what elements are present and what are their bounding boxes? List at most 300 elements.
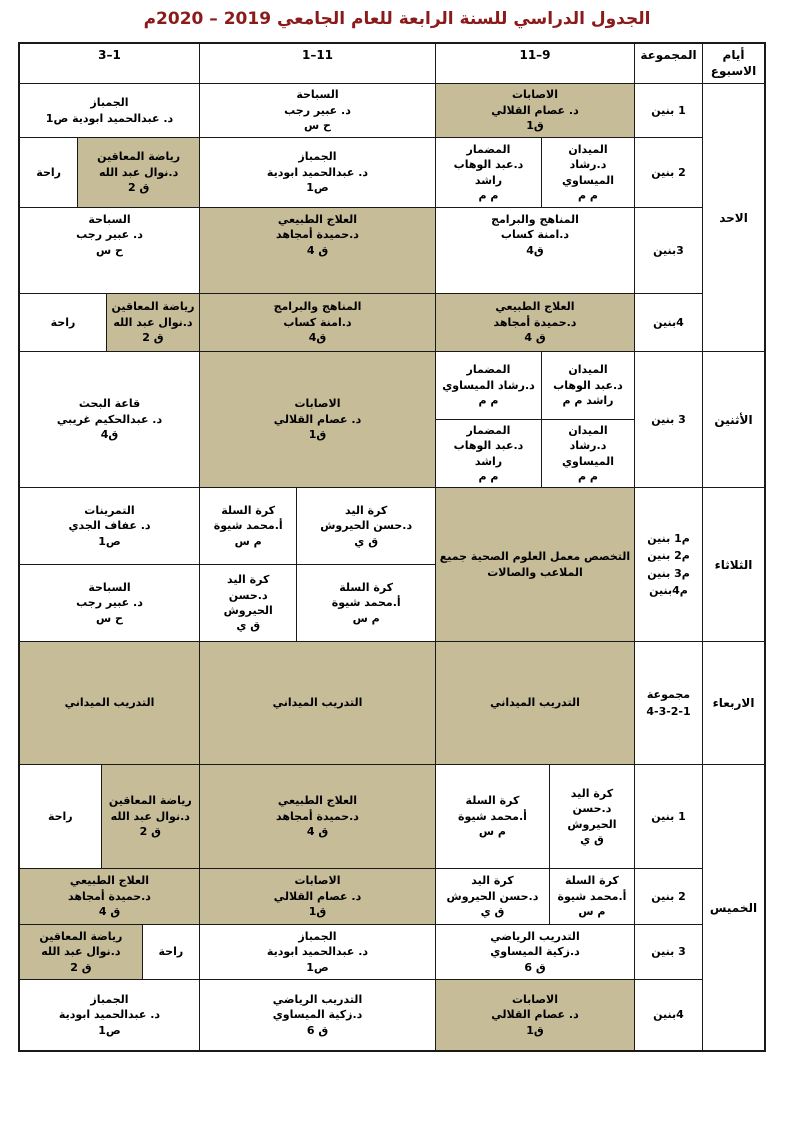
schedule-cell <box>20 642 199 764</box>
header-slot-1-3: 1–3 <box>98 48 121 62</box>
cell-line: 4بنين <box>653 315 684 329</box>
slot-9-11 <box>435 294 634 351</box>
cell-line: الميدان <box>568 142 608 156</box>
cell-line: العلاج الطبيعي <box>495 300 575 314</box>
cell-line: المضمار <box>466 423 511 437</box>
slot-subrow <box>20 84 199 137</box>
cell-line: الاصابات <box>511 992 559 1006</box>
cell-line: ق1 <box>526 119 544 133</box>
schedule-cell <box>20 925 142 979</box>
header-slot-11-1: 11–1 <box>199 44 435 83</box>
cell-line: رياضة المعاقين <box>39 929 123 943</box>
slot-subrow <box>200 138 435 207</box>
cell-line: د.زكية الميساوي <box>272 1008 363 1022</box>
group-cell <box>634 352 702 487</box>
cell-line: د. عبدالحميد ابودية <box>266 165 369 179</box>
cell-line: أ.محمد شيوة <box>331 596 401 610</box>
cell-line: د.نوال عبد الله <box>99 165 179 179</box>
slot-subrow <box>436 925 634 979</box>
schedule-cell <box>436 138 541 207</box>
slot-11-1 <box>199 84 435 137</box>
day-block <box>20 765 764 1050</box>
slot-1-3 <box>20 925 199 979</box>
cell-line: ص1 <box>98 1023 121 1037</box>
cell-line: د.رشاد الميساوي <box>561 158 614 187</box>
schedule-cell <box>200 84 435 137</box>
cell-line: د.حميدة أمجاهد <box>276 809 359 823</box>
cell-line: 2 بنين <box>651 165 686 179</box>
cell-line: ق ي <box>580 832 604 846</box>
cell-line: المضمار <box>466 363 511 377</box>
slot-9-11 <box>435 488 634 641</box>
cell-line: ح س <box>96 611 123 625</box>
cell-line: ص1 <box>98 534 121 548</box>
cell-line: ق4 <box>526 243 544 257</box>
cell-line: د.حميدة أمجاهد <box>276 228 359 242</box>
cell-line: الحيروش <box>223 604 273 617</box>
schedule-cell <box>200 925 435 979</box>
slot-9-11 <box>435 208 634 293</box>
slot-subrow <box>200 352 435 487</box>
slot-subrow <box>200 642 435 764</box>
cell-line: ق 6 <box>306 1023 329 1037</box>
cell-line: د. عصام القلالي <box>273 889 362 903</box>
cell-line: كرة اليد <box>471 874 514 888</box>
cell-line: ق 2 <box>139 825 161 839</box>
group-row <box>20 925 702 980</box>
slot-subrow <box>200 925 435 979</box>
cell-line: ق4 <box>308 331 327 345</box>
cell-line: كرة السلة <box>221 503 276 517</box>
slot-subrow <box>436 980 634 1050</box>
cell-line: الاصابات <box>294 874 341 888</box>
cell-line: الاصابات <box>511 88 559 102</box>
cell-line: د. عبدالحميد ابودية <box>266 945 369 959</box>
slot-9-11 <box>435 980 634 1050</box>
table-body <box>20 84 764 1050</box>
schedule-cell <box>77 138 199 207</box>
slot-1-3 <box>20 352 199 487</box>
cell-line: د. عصام القلالي <box>491 1008 579 1022</box>
slot-subrow <box>20 488 199 565</box>
cell-line: العلاج الطبيعي <box>277 213 358 226</box>
schedule-cell <box>200 869 435 924</box>
cell-line: د.نوال عبد الله <box>113 315 193 329</box>
cell-line: م م <box>577 188 598 202</box>
slot-1-3 <box>20 765 199 868</box>
day-label: الخميس <box>702 765 764 1050</box>
day-label: الأثنين <box>702 352 764 487</box>
schedule-cell <box>541 138 634 207</box>
cell-line: ق1 <box>308 428 327 442</box>
slot-1-3 <box>20 138 199 207</box>
group-cell <box>634 642 702 764</box>
cell-line: التخصص معمل العلوم الصحية جميع <box>439 550 631 564</box>
slot-1-3 <box>20 84 199 137</box>
slot-subrow <box>200 565 435 641</box>
day-block <box>20 488 764 642</box>
slot-subrow <box>20 869 199 924</box>
page-title: الجدول الدراسي للسنة الرابعة للعام الجامعي 2019 – 2020م <box>143 9 651 29</box>
schedule-cell <box>20 765 101 868</box>
slot-subrow <box>436 352 634 420</box>
day-rows <box>20 765 702 1050</box>
cell-line: د.عبد الوهاب راشد <box>453 158 524 187</box>
schedule-cell <box>549 765 634 868</box>
cell-line: 3بنين <box>653 243 684 257</box>
cell-line: د.حميدة أمجاهد <box>493 315 577 329</box>
cell-line: مجموعة <box>646 687 691 701</box>
cell-line: أ.محمد شيوة <box>213 519 283 533</box>
schedule-cell <box>436 420 541 487</box>
cell-line: التدريب الميداني <box>64 696 155 710</box>
schedule-cell <box>142 925 199 979</box>
cell-line: 3 بنين <box>651 945 686 959</box>
schedule-cell <box>200 294 435 351</box>
schedule-cell <box>436 642 634 764</box>
cell-line: د. عصام القلالي <box>273 412 362 426</box>
group-row <box>20 980 702 1050</box>
day-block <box>20 352 764 488</box>
group-cell <box>634 488 702 641</box>
day-rows <box>20 352 702 487</box>
cell-line: د.حسن <box>572 802 612 816</box>
cell-line: م س <box>234 534 262 548</box>
slot-11-1 <box>199 869 435 924</box>
cell-line: د. عبير رجب <box>284 103 351 117</box>
group-cell <box>634 138 702 207</box>
cell-line: 1 بنين <box>651 103 686 117</box>
slot-1-3 <box>20 208 199 293</box>
group-row <box>20 294 702 351</box>
slot-subrow <box>436 208 634 293</box>
header-slot-9-11: 9–11 <box>435 44 634 83</box>
slot-subrow <box>200 208 435 293</box>
group-cell <box>634 869 702 924</box>
slot-subrow <box>200 84 435 137</box>
cell-line: 1 بنين <box>651 809 686 823</box>
cell-line: قاعة البحث <box>78 397 141 411</box>
slot-9-11 <box>435 869 634 924</box>
cell-line: ق ي <box>236 619 261 633</box>
slot-subrow <box>436 488 634 641</box>
cell-line: كرة اليد <box>345 503 388 517</box>
day-block <box>20 84 764 352</box>
schedule-cell <box>20 488 199 564</box>
group-row <box>20 642 702 764</box>
schedule-cell <box>200 980 435 1050</box>
schedule-cell <box>436 925 634 979</box>
cell-line: م س <box>478 825 506 839</box>
cell-line: د.زكية الميساوي <box>490 945 580 959</box>
slot-subrow <box>436 294 634 351</box>
slot-subrow <box>20 980 199 1050</box>
schedule-cell <box>436 488 634 641</box>
group-row <box>20 352 702 487</box>
schedule-cell <box>200 138 435 207</box>
cell-line: الاصابات <box>294 397 341 411</box>
group-cell <box>634 294 702 351</box>
slot-subrow <box>436 420 634 487</box>
cell-line: 3 بنين <box>651 412 686 426</box>
slot-1-3 <box>20 294 199 351</box>
cell-line: ح س <box>304 119 331 133</box>
cell-line: د. عبير رجب <box>76 228 143 242</box>
cell-line: م1 بنين <box>647 532 690 546</box>
schedule-cell <box>20 980 199 1050</box>
cell-line: الجمباز <box>298 150 337 164</box>
group-cell <box>634 980 702 1050</box>
cell-line: 2 بنين <box>651 889 686 903</box>
cell-line: راحة <box>158 945 184 959</box>
schedule-cell <box>436 208 634 293</box>
slot-subrow <box>20 208 199 293</box>
cell-line: الجمباز <box>298 929 337 943</box>
cell-line: العلاج الطبيعي <box>69 874 150 888</box>
day-rows <box>20 488 702 641</box>
day-label: الاربعاء <box>702 642 764 764</box>
slot-subrow <box>200 488 435 565</box>
cell-line: ق 2 <box>70 960 92 974</box>
schedule-cell <box>541 352 634 419</box>
slot-subrow <box>200 980 435 1050</box>
table-header-row <box>20 44 764 84</box>
cell-line: د.نوال عبد الله <box>110 809 190 823</box>
day-block <box>20 642 764 765</box>
group-cell <box>634 84 702 137</box>
schedule-cell <box>106 294 199 351</box>
group-cell <box>634 765 702 868</box>
cell-line: د. عفاف الجدي <box>68 519 151 533</box>
cell-line: العلاج الطبيعي <box>277 794 358 808</box>
slot-subrow <box>436 138 634 207</box>
cell-line: الجمباز <box>90 992 129 1006</box>
slot-11-1 <box>199 925 435 979</box>
slot-1-3 <box>20 642 199 764</box>
day-rows <box>20 642 702 764</box>
cell-line: التدريب الرياضي <box>490 929 580 943</box>
slot-9-11 <box>435 84 634 137</box>
schedule-cell <box>200 352 435 487</box>
slot-1-3 <box>20 869 199 924</box>
slot-subrow <box>200 869 435 924</box>
cell-line: الحيروش <box>567 817 617 831</box>
cell-line: الجمباز <box>90 96 129 110</box>
cell-line: التدريب الميداني <box>272 696 363 710</box>
cell-line: م م <box>478 394 499 408</box>
cell-line: الميدان <box>568 363 608 377</box>
cell-line: م4بنين <box>649 583 688 597</box>
cell-line: 4-3-2-1 <box>646 705 691 718</box>
header-day-label: أيام الاسبوع <box>702 44 764 83</box>
schedule-cell <box>200 488 296 564</box>
cell-line: ق ي <box>354 534 379 548</box>
schedule-cell <box>436 765 549 868</box>
slot-subrow <box>20 294 199 351</box>
slot-subrow <box>436 84 634 137</box>
cell-line: ص1 <box>306 960 329 974</box>
cell-line: الميدان <box>568 423 608 437</box>
schedule-cell <box>20 565 199 641</box>
schedule-cell <box>20 869 199 924</box>
slot-9-11 <box>435 765 634 868</box>
cell-line: رياضة المعاقين <box>97 150 181 164</box>
schedule-cell <box>549 869 634 924</box>
slot-11-1 <box>199 138 435 207</box>
cell-line: د.عبد الوهاب <box>553 378 623 392</box>
schedule-cell <box>436 869 549 924</box>
slot-11-1 <box>199 352 435 487</box>
group-row <box>20 208 702 294</box>
slot-subrow <box>20 642 199 764</box>
cell-line: م م <box>478 469 499 483</box>
slot-subrow <box>20 925 199 979</box>
cell-line: كرة اليد <box>227 573 270 587</box>
cell-line: ق 2 <box>127 181 150 195</box>
cell-line: د.امنة كساب <box>283 315 352 329</box>
cell-line: المناهج والبرامج <box>491 213 579 226</box>
group-row <box>20 84 702 138</box>
cell-line: م2 بنين <box>647 549 690 563</box>
slot-subrow <box>200 294 435 351</box>
schedule-cell <box>20 208 199 293</box>
cell-line: د.عبد الوهاب راشد <box>453 439 524 468</box>
slot-subrow <box>200 765 435 868</box>
cell-line: أ.محمد شيوة <box>457 809 527 823</box>
slot-1-3 <box>20 980 199 1050</box>
schedule-cell <box>200 208 435 293</box>
cell-line: ق 4 <box>524 331 546 345</box>
cell-line: كرة اليد <box>570 786 614 800</box>
cell-line: كرة السلة <box>565 874 619 888</box>
cell-line: د.حميدة أمجاهد <box>68 889 151 903</box>
group-row <box>20 765 702 869</box>
schedule-cell <box>200 565 296 641</box>
cell-line: ق 4 <box>98 905 121 919</box>
slot-11-1 <box>199 642 435 764</box>
cell-line: ق1 <box>308 905 327 919</box>
cell-line: السباحة <box>88 213 131 226</box>
cell-line: د. عصام القلالي <box>491 103 579 117</box>
cell-line: د.امنة كساب <box>500 228 570 242</box>
schedule-cell <box>20 352 199 487</box>
schedule-cell <box>101 765 199 868</box>
cell-line: م س <box>578 905 606 919</box>
cell-line: التمرينات <box>84 503 135 517</box>
day-label: الاحد <box>702 84 764 351</box>
schedule-cell <box>296 565 435 641</box>
slot-subrow <box>20 138 199 207</box>
slot-subrow <box>436 765 634 868</box>
slot-11-1 <box>199 980 435 1050</box>
cell-line: المناهج والبرامج <box>273 300 362 314</box>
cell-line: 4بنين <box>653 1008 684 1022</box>
cell-line: د.رشاد الميساوي <box>561 439 614 468</box>
schedule-cell <box>20 84 199 137</box>
cell-line: كرة السلة <box>339 580 394 594</box>
cell-line: ق 6 <box>524 960 546 974</box>
cell-line: رياضة المعاقين <box>111 300 195 314</box>
cell-line: د. عبدالحميد ابودية ص1 <box>45 111 174 125</box>
cell-line: التدريب الرياضي <box>272 992 363 1006</box>
schedule-cell <box>541 420 634 487</box>
cell-line: الملاعب والصالات <box>487 565 583 579</box>
cell-line: ق4 <box>100 428 119 442</box>
cell-line: التدريب الميداني <box>490 696 580 710</box>
group-row <box>20 869 702 925</box>
slot-subrow <box>20 352 199 487</box>
cell-line: رياضة المعاقين <box>108 794 192 808</box>
cell-line: د.نوال عبد الله <box>41 945 121 959</box>
cell-line: ق 4 <box>306 243 329 257</box>
cell-line: م م <box>478 188 499 202</box>
group-row <box>20 488 702 641</box>
schedule-cell <box>200 642 435 764</box>
cell-line: ص1 <box>306 181 329 195</box>
slot-subrow <box>436 869 634 924</box>
slot-1-3 <box>20 488 199 641</box>
day-label: الثلاثاء <box>702 488 764 641</box>
schedule-table <box>18 42 766 1052</box>
cell-line: د. عبدالحميد ابودية <box>58 1008 161 1022</box>
cell-line: راحة <box>47 809 73 823</box>
cell-line: راحة <box>36 165 61 179</box>
cell-line: السباحة <box>296 88 339 102</box>
cell-line: د. عبدالحكيم غريبي <box>56 412 163 426</box>
group-cell <box>634 208 702 293</box>
slot-11-1 <box>199 294 435 351</box>
group-row <box>20 138 702 208</box>
cell-line: راشد م م <box>562 394 614 408</box>
schedule-cell <box>296 488 435 564</box>
cell-line: أ.محمد شيوة <box>557 889 627 903</box>
cell-line: السباحة <box>88 580 131 594</box>
slot-subrow <box>20 565 199 641</box>
schedule-cell <box>436 352 541 419</box>
schedule-cell <box>20 138 77 207</box>
cell-line: د.حسن الحيروش <box>446 889 539 903</box>
schedule-cell <box>20 294 106 351</box>
schedule-cell <box>200 765 435 868</box>
cell-line: ق 2 <box>142 331 164 345</box>
schedule-cell <box>436 294 634 351</box>
slot-9-11 <box>435 352 634 487</box>
cell-line: ق1 <box>526 1023 544 1037</box>
cell-line: ق 4 <box>306 825 329 839</box>
cell-line: م3 بنين <box>647 566 690 580</box>
cell-line: د.رشاد الميساوي <box>442 378 535 392</box>
cell-line: المضمار <box>466 142 511 156</box>
slot-subrow <box>436 642 634 764</box>
slot-9-11 <box>435 642 634 764</box>
slot-11-1 <box>199 765 435 868</box>
cell-line: ح س <box>96 243 123 257</box>
cell-line: كرة السلة <box>465 794 520 808</box>
schedule-cell <box>436 980 634 1050</box>
cell-line: د.حسن الحيروش <box>320 519 413 533</box>
day-rows <box>20 84 702 351</box>
cell-line: م م <box>577 469 598 483</box>
schedule-cell <box>436 84 634 137</box>
cell-line: ق ي <box>480 905 505 919</box>
header-group-label: المجموعة <box>634 44 702 83</box>
cell-line: م س <box>352 611 380 625</box>
slot-11-1 <box>199 488 435 641</box>
slot-11-1 <box>199 208 435 293</box>
slot-subrow <box>20 765 199 868</box>
cell-line: راحة <box>50 315 76 329</box>
cell-line: د. عبير رجب <box>76 596 143 610</box>
